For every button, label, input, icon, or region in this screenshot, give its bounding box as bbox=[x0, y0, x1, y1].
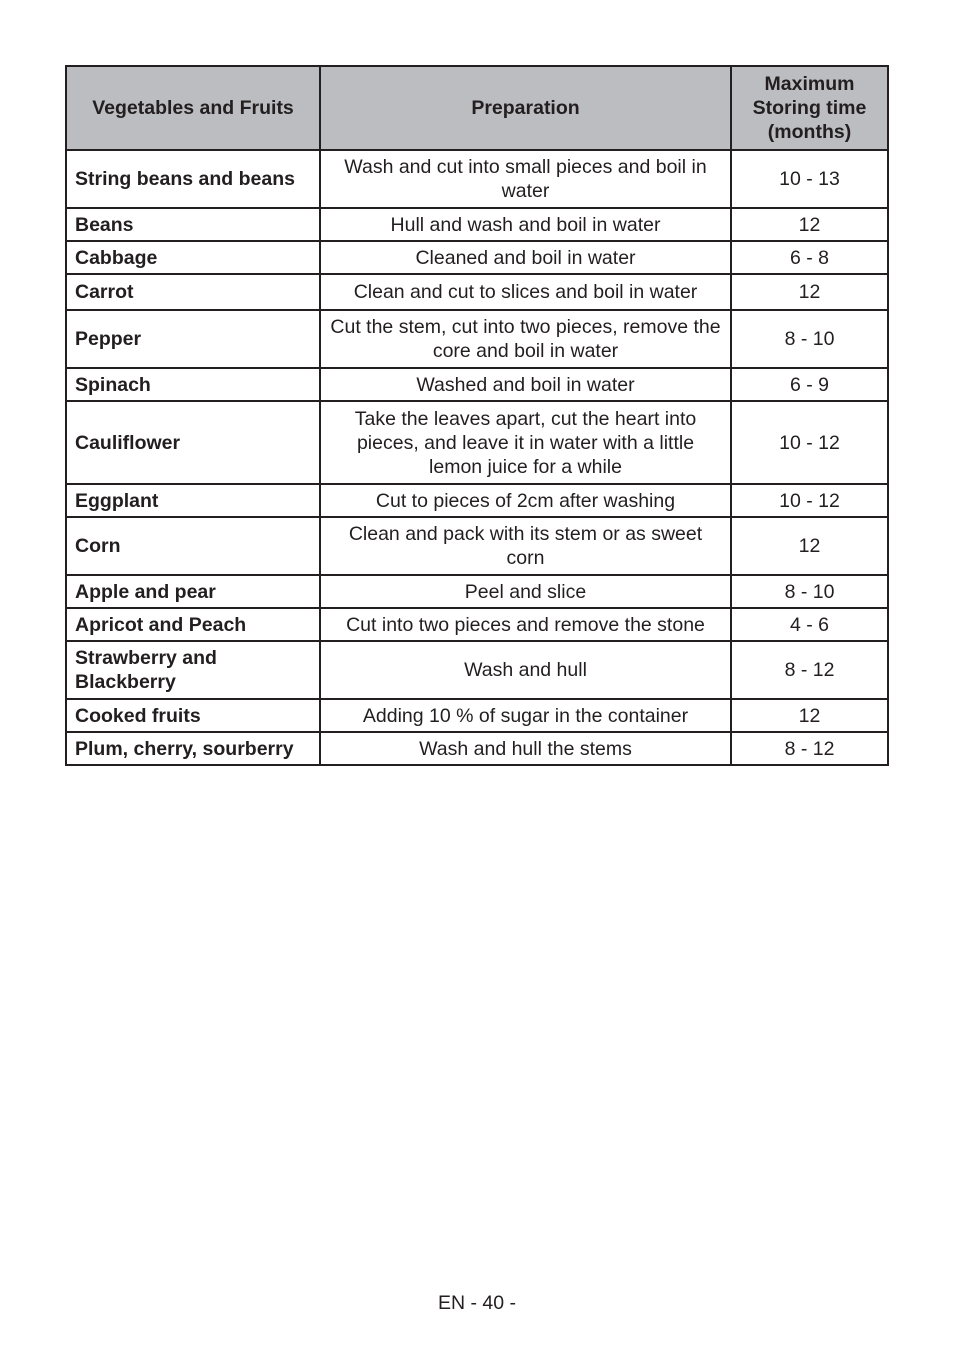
cell-storing-time: 8 - 12 bbox=[731, 732, 888, 765]
cell-preparation: Washed and boil in water bbox=[320, 368, 731, 401]
cell-preparation: Hull and wash and boil in water bbox=[320, 208, 731, 241]
table-row bbox=[66, 608, 888, 641]
cell-vegetable: String beans and beans bbox=[66, 150, 320, 208]
table-row bbox=[66, 241, 888, 274]
page-number: EN - 40 - bbox=[437, 1292, 517, 1314]
cell-preparation: Peel and slice bbox=[320, 575, 731, 608]
cell-vegetable: Corn bbox=[66, 517, 320, 575]
cell-storing-time: 10 - 12 bbox=[731, 484, 888, 517]
cell-preparation: Cut into two pieces and remove the stone bbox=[320, 608, 731, 641]
cell-preparation: Take the leaves apart, cut the heart into pieces, and leave it in water with a little lemon juice for a while bbox=[320, 401, 731, 484]
cell-storing-time: 8 - 10 bbox=[731, 575, 888, 608]
cell-storing-time: 12 bbox=[731, 517, 888, 575]
header-vegetables-and-fruits: Vegetables and Fruits bbox=[66, 66, 320, 150]
header-row bbox=[66, 66, 888, 150]
cell-vegetable: Apricot and Peach bbox=[66, 608, 320, 641]
table-row bbox=[66, 517, 888, 575]
cell-vegetable: Spinach bbox=[66, 368, 320, 401]
table-body bbox=[66, 150, 888, 765]
cell-vegetable: Carrot bbox=[66, 274, 320, 310]
cell-preparation: Cut the stem, cut into two pieces, remove the core and boil in water bbox=[320, 310, 731, 368]
cell-preparation: Cut to pieces of 2cm after washing bbox=[320, 484, 731, 517]
storage-table bbox=[65, 65, 889, 766]
cell-preparation: Cleaned and boil in water bbox=[320, 241, 731, 274]
cell-storing-time: 12 bbox=[731, 699, 888, 732]
table-row bbox=[66, 484, 888, 517]
cell-vegetable: Apple and pear bbox=[66, 575, 320, 608]
cell-storing-time: 6 - 8 bbox=[731, 241, 888, 274]
cell-storing-time: 10 - 13 bbox=[731, 150, 888, 208]
cell-storing-time: 4 - 6 bbox=[731, 608, 888, 641]
cell-preparation: Clean and cut to slices and boil in water bbox=[320, 274, 731, 310]
table-row bbox=[66, 274, 888, 310]
cell-vegetable: Plum, cherry, sourberry bbox=[66, 732, 320, 765]
table-row bbox=[66, 150, 888, 208]
cell-preparation: Wash and cut into small pieces and boil in water bbox=[320, 150, 731, 208]
table-row bbox=[66, 401, 888, 484]
cell-preparation: Clean and pack with its stem or as sweet corn bbox=[320, 517, 731, 575]
cell-storing-time: 8 - 10 bbox=[731, 310, 888, 368]
cell-storing-time: 12 bbox=[731, 274, 888, 310]
cell-storing-time: 8 - 12 bbox=[731, 641, 888, 699]
cell-vegetable: Strawberry and Blackberry bbox=[66, 641, 320, 699]
cell-preparation: Wash and hull the stems bbox=[320, 732, 731, 765]
cell-preparation: Wash and hull bbox=[320, 641, 731, 699]
cell-vegetable: Pepper bbox=[66, 310, 320, 368]
cell-vegetable: Cabbage bbox=[66, 241, 320, 274]
cell-storing-time: 10 - 12 bbox=[731, 401, 888, 484]
table-row bbox=[66, 575, 888, 608]
cell-preparation: Adding 10 % of sugar in the container bbox=[320, 699, 731, 732]
cell-storing-time: 12 bbox=[731, 208, 888, 241]
cell-vegetable: Cauliflower bbox=[66, 401, 320, 484]
table-row bbox=[66, 208, 888, 241]
cell-vegetable: Eggplant bbox=[66, 484, 320, 517]
header-max-storing-time: Maximum Storing time (months) bbox=[731, 66, 888, 150]
cell-vegetable: Beans bbox=[66, 208, 320, 241]
cell-storing-time: 6 - 9 bbox=[731, 368, 888, 401]
table-row bbox=[66, 732, 888, 765]
table-row bbox=[66, 641, 888, 699]
table-row bbox=[66, 368, 888, 401]
table-row bbox=[66, 310, 888, 368]
cell-vegetable: Cooked fruits bbox=[66, 699, 320, 732]
header-preparation: Preparation bbox=[320, 66, 731, 150]
table-row bbox=[66, 699, 888, 732]
